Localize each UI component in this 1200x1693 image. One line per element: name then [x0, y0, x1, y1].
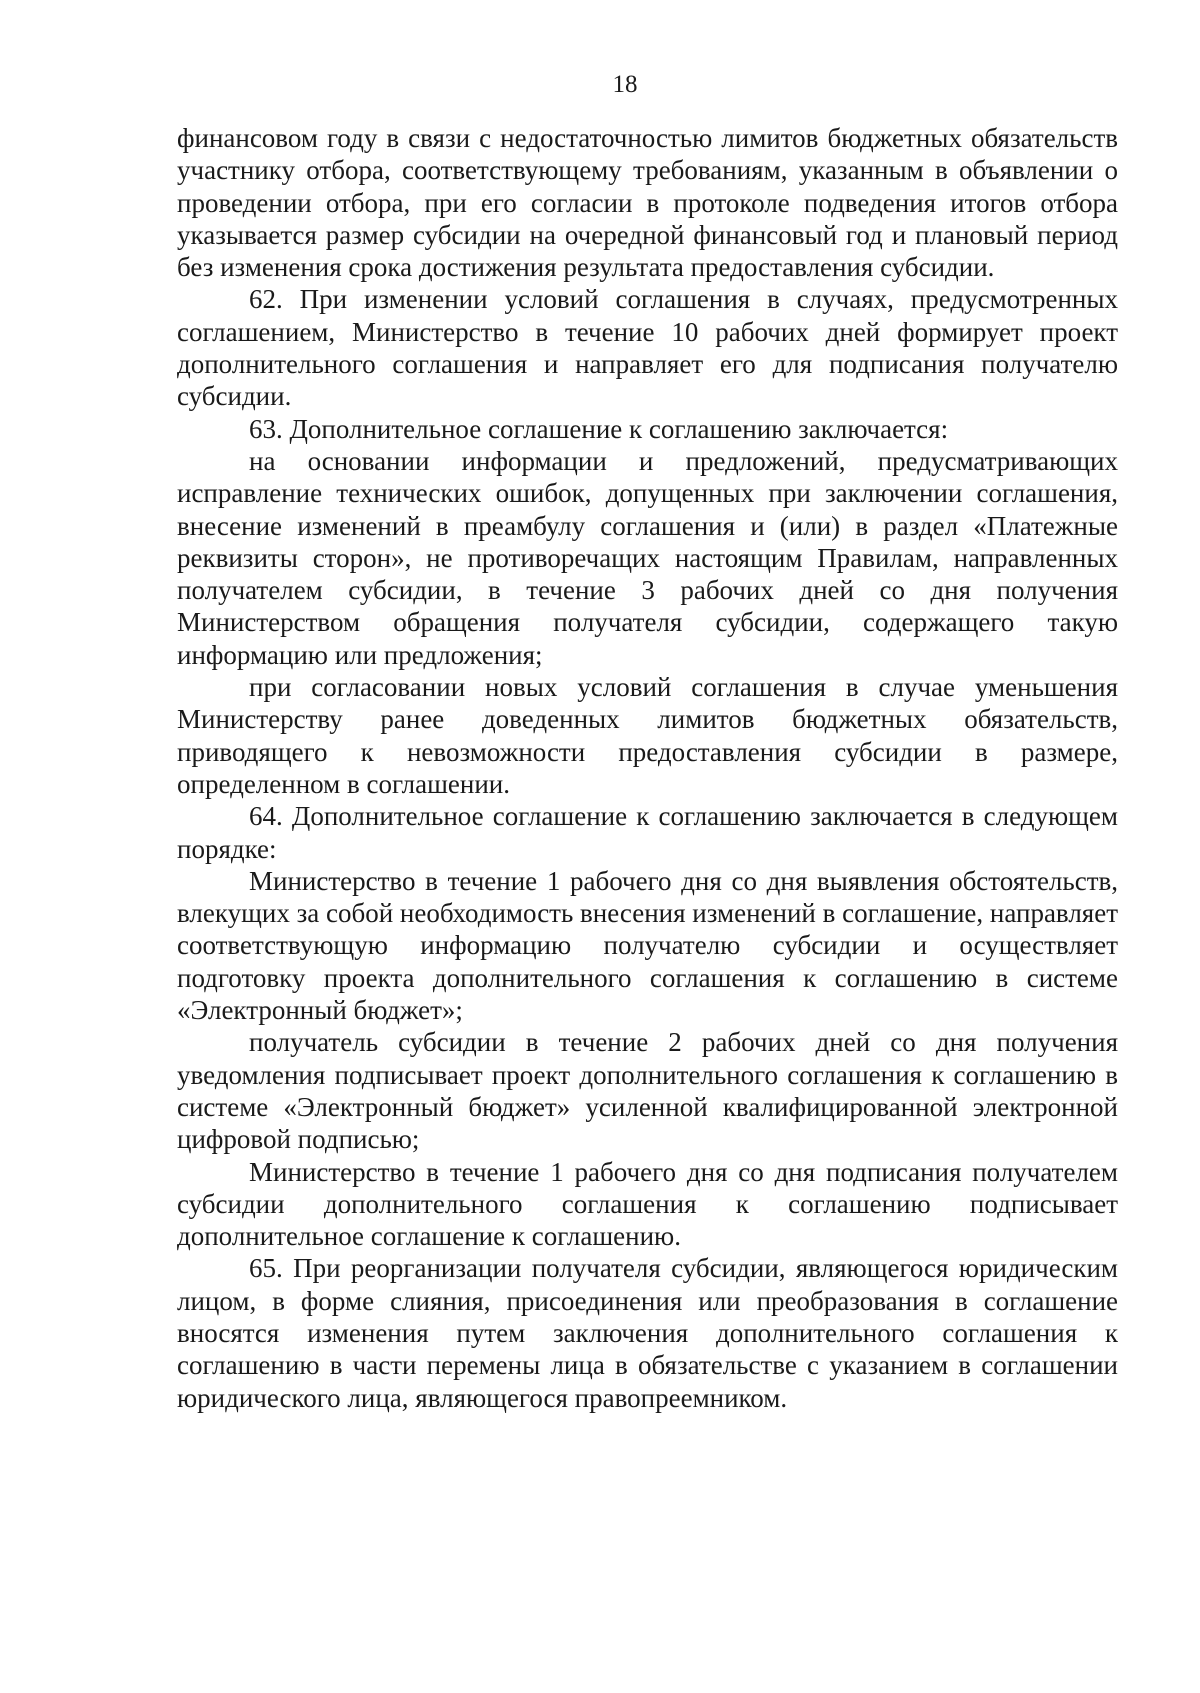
- paragraph-64-item-2: получатель субсидии в течение 2 рабочих дней со дня получения уведомления подписывает проект дополнительного соглашения к соглашению в системе «Электронный бюджет» усиленной квалифицированной электронной цифровой подписью;: [177, 1027, 1118, 1155]
- paragraph-62: 62. При изменении условий соглашения в случаях, предусмотренных соглашением, Министерство в течение 10 рабочих дней формирует проект дополнительного соглашения и направляет его для подписания получателю субсидии.: [177, 284, 1118, 412]
- paragraph-continuation: финансовом году в связи с недостаточностью лимитов бюджетных обязательств участнику отбора, соответствующему требованиям, указанным в объявлении о проведении отбора, при его согласии в протоколе подведения итогов отбора указывается размер субсидии на очередной финансовый год и плановый период без изменения срока достижения результата предоставления субсидии.: [177, 123, 1118, 283]
- paragraph-63: 63. Дополнительное соглашение к соглашению заключается:: [249, 413, 949, 444]
- paragraph-64: 64. Дополнительное соглашение к соглашению заключается в следующем порядке:: [177, 801, 1118, 864]
- paragraph-63-item-1: на основании информации и предложений, предусматривающих исправление технических ошибок, допущенных при заключении соглашения, внесение изменений в преамбулу соглашения и (или) в раздел «Платежные реквизиты сторон», не противоречащих настоящим Правилам, направленных получателем субсидии, в течение 3 рабочих дней со дня получения Министерством обращения получателя субсидии, содержащего такую информацию или предложения;: [177, 445, 1118, 670]
- document-body: [177, 122, 1118, 1414]
- paragraph-63-item-2: при согласовании новых условий соглашения в случае уменьшения Министерству ранее доведенных лимитов бюджетных обязательств, приводящего к невозможности предоставления субсидии в размере, определенном в соглашении.: [177, 672, 1118, 799]
- paragraph-64-item-1: Министерство в течение 1 рабочего дня со дня выявления обстоятельств, влекущих за собой необходимость внесения изменений в соглашение, направляет соответствующую информацию получателю субсидии и осуществляет подготовку проекта дополнительного соглашения к соглашению в системе «Электронный бюджет»;: [177, 865, 1118, 1026]
- page-number: 18: [612, 71, 638, 98]
- paragraph-65: 65. При реорганизации получателя субсидии, являющегося юридическим лицом, в форме слияния, присоединения или преобразования в соглашение вносятся изменения путем заключения дополнительного соглашения к соглашению в части перемены лица в обязательстве с указанием в соглашении юридического лица, являющегося правопреемником.: [177, 1253, 1118, 1413]
- paragraph-64-item-3: Министерство в течение 1 рабочего дня со дня подписания получателем субсидии дополнительного соглашения к соглашению подписывает дополнительное соглашение к соглашению.: [177, 1156, 1118, 1252]
